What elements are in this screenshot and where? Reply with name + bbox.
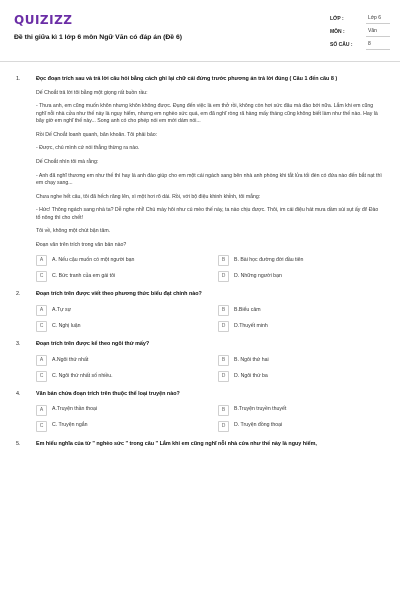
passage-paragraph: - Thưa anh, em cũng muốn khôn nhưng khôn không được. Đụng đến việc là em thở rồi, không còn hơi sức đâu mà đào bới nữa. Lắm khi em cũng nghĩ nỗi nhà cửa như thế này là nguy hiểm, nhưng em nghèo sức quá, em đã nghĩ ròng rã hàng mấy tháng cũng không biết làm như thế nào. Hay là bây giờ em nghĩ thế này... Song anh có cho phép nói em mới dám nói... (36, 103, 378, 125)
option-text: D. Những người bạn (234, 273, 282, 279)
option-letter-box[interactable]: C (36, 421, 47, 432)
answer-option[interactable] (218, 305, 382, 316)
option-letter-box[interactable]: C (36, 271, 47, 282)
question-title: Đoạn trích trên được viết theo phương thức biểu đạt chính nào? (36, 291, 202, 298)
worksheet-meta (330, 13, 390, 52)
answer-option[interactable] (218, 321, 382, 332)
question-body (36, 441, 382, 449)
meta-value: Văn (366, 28, 390, 36)
question-number: 3. (16, 341, 21, 348)
passage-paragraph: - Anh đã nghĩ thương em như thế thì hay là anh đào giúp cho em một cái ngách sang bên nhà anh phòng khi tắt lửa tối đèn có đứa nào đến bắt nạt thì em chạy sang... (36, 172, 382, 187)
option-text: C. Bức tranh của em gái tôi (52, 273, 116, 279)
question-number: 4. (16, 390, 21, 397)
question-title: Đọc đoạn trích sau và trả lời câu hỏi bằng cách ghi lại chữ cái đứng trước phương án trả lời đúng ( Câu 1 đến câu 8 ) (36, 76, 338, 82)
option-text: B.Truyện truyền thuyết (234, 406, 287, 413)
option-letter-box[interactable]: B (218, 255, 229, 266)
passage-paragraph: Dế Choắt trả lời tôi bằng một giọng rất buồn rầu: (36, 89, 148, 96)
worksheet-header (0, 0, 400, 62)
answer-option[interactable] (36, 271, 200, 282)
option-text: D. Truyện đồng thoại (234, 422, 283, 429)
option-text: A.Ngôi thứ nhất (52, 356, 89, 363)
meta-label: SỐ CÂU : (330, 41, 353, 48)
option-letter-box[interactable]: A (36, 405, 47, 416)
option-text: D.Thuyết minh (234, 322, 268, 329)
meta-label: LỚP : (330, 15, 344, 22)
passage-paragraph: Tôi về, không một chút bận tâm. (36, 228, 111, 235)
question-list (0, 62, 400, 449)
question-body (36, 341, 382, 382)
question-number: 5. (16, 440, 21, 447)
answer-option[interactable] (218, 405, 382, 416)
question-item (16, 441, 382, 449)
question-number: 1. (16, 76, 21, 82)
option-letter-box[interactable]: A (36, 255, 47, 266)
answer-option[interactable] (218, 271, 382, 282)
option-text: C. Ngôi thứ nhất số nhiều. (52, 372, 113, 379)
passage-paragraph: Chưa nghe hết câu, tôi đã hếch răng lên, xì một hơi rõ dài. Rồi, với bộ điệu khinh khỉnh, tôi mắng: (36, 193, 261, 200)
option-text: A.Truyện thần thoại (52, 406, 98, 413)
option-letter-box[interactable]: D (218, 421, 229, 432)
answer-option[interactable] (36, 255, 200, 266)
question-body (36, 76, 382, 282)
option-letter-box[interactable]: C (36, 321, 47, 332)
question-title: Em hiểu nghĩa của từ " nghèo sức " trong câu " Lắm khi em cũng nghĩ nỗi nhà cửa như thế này là nguy hiểm, (36, 440, 317, 447)
answer-option[interactable] (218, 355, 382, 366)
answer-option[interactable] (36, 355, 200, 366)
page-title: Đề thi giữa kì 1 lớp 6 môn Ngữ Văn có đáp án (Đề 6) (14, 34, 183, 41)
question-item (16, 391, 382, 432)
question-title: Văn bản chứa đoạn trích trên thuộc thể loại truyện nào? (36, 390, 180, 397)
meta-value: Lớp 6 (366, 15, 390, 23)
answer-option[interactable] (218, 421, 382, 432)
meta-row-count (330, 39, 390, 52)
answer-option[interactable] (36, 371, 200, 382)
option-text: B.Biểu cảm (234, 306, 261, 313)
question-number: 2. (16, 291, 21, 298)
option-letter-box[interactable]: B (218, 355, 229, 366)
passage-paragraph: Đoạn văn trên trích trong văn bản nào? (36, 241, 127, 248)
question-body (36, 391, 382, 432)
answer-options (36, 255, 382, 282)
answer-option[interactable] (36, 321, 200, 332)
option-letter-box[interactable]: B (218, 305, 229, 316)
option-letter-box[interactable]: D (218, 371, 229, 382)
option-letter-box[interactable]: D (218, 271, 229, 282)
question-body (36, 291, 382, 332)
quizizz-logo: QUIZIZZ (14, 13, 73, 27)
passage-paragraph: - Hức! Thông ngách sang nhà ta? Dễ nghe nhỉ! Chú mày hôi như cú mèo thế này, ta nào chịu được. Thôi, im cái điệu hát mưa dầm sùi sụt ấy đi! Đào tổ nông thì cho chết! (36, 207, 379, 221)
option-text: D. Ngôi thứ ba (234, 372, 268, 379)
answer-options (36, 355, 382, 382)
answer-option[interactable] (36, 421, 200, 432)
option-text: A.Tự sự (52, 306, 72, 313)
option-text: C. Nghị luận (52, 322, 81, 329)
meta-row-subject (330, 26, 390, 39)
option-letter-box[interactable]: A (36, 305, 47, 316)
option-text: B. Ngôi thứ hai (234, 356, 269, 363)
answer-options (36, 405, 382, 432)
option-letter-box[interactable]: A (36, 355, 47, 366)
question-item (16, 76, 382, 282)
passage-paragraph: Rồi Dế Choắt loanh quanh, băn khoăn. Tôi phải bảo: (36, 131, 158, 138)
question-item (16, 341, 382, 382)
option-letter-box[interactable]: C (36, 371, 47, 382)
question-item (16, 291, 382, 332)
meta-label: MÔN : (330, 28, 345, 35)
option-letter-box[interactable]: B (218, 405, 229, 416)
option-text: B. Bài học đường đời đầu tiên (234, 257, 304, 263)
answer-option[interactable] (36, 305, 200, 316)
question-title: Đoạn trích trên được kể theo ngôi thứ mấy? (36, 341, 150, 348)
passage-paragraph: - Được, chú mình cứ nói thẳng thừng ra nào. (36, 145, 140, 152)
answer-option[interactable] (36, 405, 200, 416)
option-text: C. Truyện ngắn (52, 422, 88, 429)
option-letter-box[interactable]: D (218, 321, 229, 332)
answer-option[interactable] (218, 255, 382, 266)
meta-value: 8 (366, 41, 390, 49)
option-text: A. Nếu cậu muốn có một người bạn (52, 257, 135, 263)
meta-row-class (330, 13, 390, 26)
answer-options (36, 305, 382, 332)
passage-paragraph: Dế Choắt nhìn tôi mà rằng: (36, 159, 99, 166)
answer-option[interactable] (218, 371, 382, 382)
